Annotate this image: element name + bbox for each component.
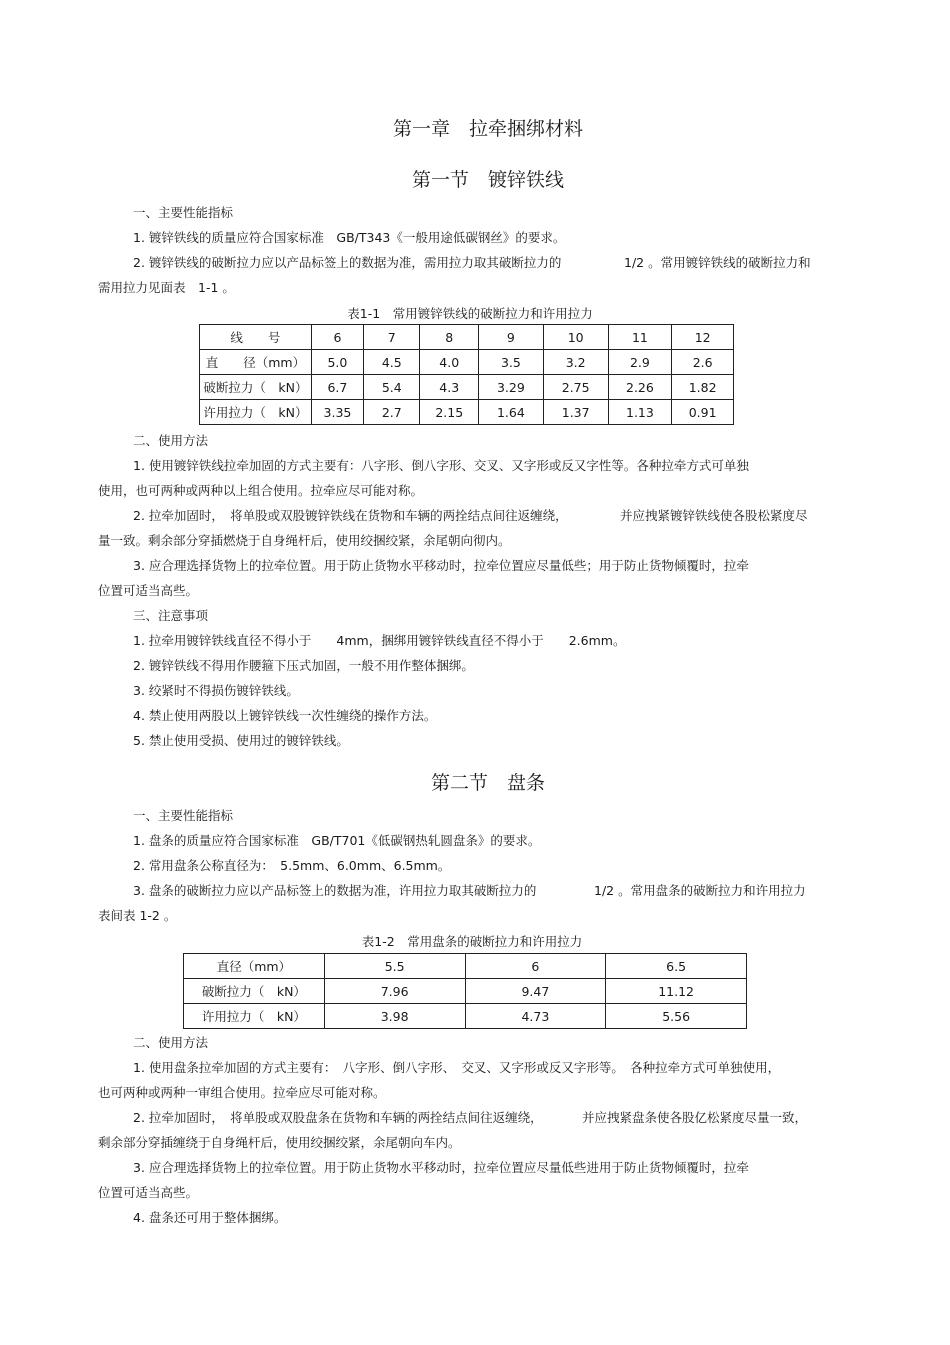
table-1-2-cell: 9.47	[465, 979, 606, 1004]
table-1-1-cell: 2.6	[672, 350, 734, 375]
table-1-2-cell: 3.98	[324, 1004, 465, 1029]
s2-use-3a: 3. 应合理选择货物上的拉牵位置。用于防止货物水平移动时，拉牵位置应尽量低些进用于防止货物倾覆时，拉牵	[133, 1160, 749, 1175]
s1-heading-notes: 三、注意事项	[133, 608, 209, 623]
table-1-1-cell: 8	[420, 325, 479, 350]
s1-use-2b: 并应拽紧镀锌铁线使各股松紧度尽	[620, 508, 808, 523]
table-1-1-cell: 0.91	[672, 400, 734, 425]
s2-use-3b: 位置可适当高些。	[98, 1185, 199, 1200]
s1-note-4: 4. 禁止使用两股以上镀锌铁线一次性缠绕的操作方法。	[133, 708, 437, 723]
s1-heading-performance: 一、主要性能指标	[133, 205, 234, 220]
s1-use-2c: 量一致。剩余部分穿插燃烧于自身绳杆后，使用绞捆绞紧，余尾朝向彻内。	[98, 533, 511, 548]
s1-use-1b: 使用，也可两种或两种以上组合使用。拉牵应尽可能对称。	[98, 483, 424, 498]
table-1-1-cell: 1.37	[543, 400, 608, 425]
table-1-1-cell: 12	[672, 325, 734, 350]
s2-paragraph-1: 1. 盘条的质量应符合国家标准 GB/T701《低碳钢热轧圆盘条》的要求。	[133, 833, 541, 848]
table-1-2-row	[184, 954, 747, 979]
table-1-2-row-header: 许用拉力（ kN）	[184, 1004, 325, 1029]
s1-use-3a: 3. 应合理选择货物上的拉牵位置。用于防止货物水平移动时，拉牵位置应尽量低些；用于防止货物倾覆时，拉牵	[133, 558, 749, 573]
s1-heading-use: 二、使用方法	[133, 433, 209, 448]
table-1-2-row	[184, 979, 747, 1004]
s2-use-4: 4. 盘条还可用于整体捆绑。	[133, 1210, 287, 1225]
table-1-1-row	[200, 350, 734, 375]
table-1-1-cell: 6.7	[311, 375, 363, 400]
s2-use-1b: 也可两种或两种一审组合使用。拉牵应尽可能对称。	[98, 1085, 386, 1100]
table-1-1-cell: 3.35	[311, 400, 363, 425]
table-1-1-cell: 10	[543, 325, 608, 350]
table-1-1-row-header: 直 径（mm）	[200, 350, 312, 375]
table-1-2-row-header: 直径（mm）	[184, 954, 325, 979]
table-1-2-row-header: 破断拉力（ kN）	[184, 979, 325, 1004]
s1-use-1a: 1. 使用镀锌铁线拉牵加固的方式主要有：八字形、倒八字形、交叉、又字形或反又字性等。各种拉牵方式可单独	[133, 458, 749, 473]
table-1-1-cell: 7	[364, 325, 420, 350]
table-1-1-row-header: 破断拉力（ kN）	[200, 375, 312, 400]
s2-use-2b: 并应拽紧盘条使各股亿松紧度尽量一致，	[582, 1110, 808, 1125]
s2-paragraph-3c: 表间表 1-2 。	[98, 908, 177, 923]
table-1-1-cell: 2.75	[543, 375, 608, 400]
chapter-title: 第一章 拉牵捆绑材料	[392, 118, 583, 140]
table-1-1-cell: 5.0	[311, 350, 363, 375]
table-1-1-cell: 3.5	[479, 350, 544, 375]
table-1-2-cell: 4.73	[465, 1004, 606, 1029]
table-1-2-row	[184, 1004, 747, 1029]
table-1-2	[183, 953, 747, 1029]
s2-paragraph-2: 2. 常用盘条公称直径为： 5.5mm、6.0mm、6.5mm。	[133, 858, 451, 873]
s2-table-caption: 表1-2 常用盘条的破断拉力和许用拉力	[361, 934, 583, 949]
table-1-1-cell: 4.3	[420, 375, 479, 400]
s2-heading-use: 二、使用方法	[133, 1035, 209, 1050]
s1-paragraph-2c: 需用拉力见面表 1-1 。	[98, 280, 235, 295]
table-1-1-cell: 1.13	[608, 400, 672, 425]
table-1-1-row	[200, 375, 734, 400]
table-1-2-cell: 6	[465, 954, 606, 979]
table-1-1-cell: 1.64	[479, 400, 544, 425]
table-1-1-cell: 6	[311, 325, 363, 350]
table-1-1-cell: 1.82	[672, 375, 734, 400]
s1-paragraph-2a: 2. 镀锌铁线的破断拉力应以产品标签上的数据为准，需用拉力取其破断拉力的	[133, 255, 562, 270]
table-1-1-cell: 3.29	[479, 375, 544, 400]
table-1-1-cell: 11	[608, 325, 672, 350]
table-1-2-cell: 7.96	[324, 979, 465, 1004]
table-1-1-cell: 2.26	[608, 375, 672, 400]
s1-use-2a: 2. 拉牵加固时， 将单股或双股镀锌铁线在货物和车辆的两拴结点间往返缠绕，	[133, 508, 568, 523]
table-1-2-cell: 11.12	[606, 979, 747, 1004]
table-1-2-cell: 6.5	[606, 954, 747, 979]
table-1-1-row	[200, 325, 734, 350]
s2-paragraph-3a: 3. 盘条的破断拉力应以产品标签上的数据为准，许用拉力取其破断拉力的	[133, 883, 537, 898]
table-1-1-cell: 4.0	[420, 350, 479, 375]
s1-note-1: 1. 拉牵用镀锌铁线直径不得小于 4mm，捆绑用镀锌铁线直径不得小于 2.6mm。	[133, 633, 626, 648]
table-1-1	[199, 324, 734, 425]
s2-use-2c: 剩余部分穿插缠绕于自身绳杆后，使用绞捆绞紧，余尾朝向车内。	[98, 1135, 461, 1150]
table-1-1-row	[200, 400, 734, 425]
s2-paragraph-3b: 1/2 。常用盘条的破断拉力和许用拉力	[594, 883, 806, 898]
table-1-1-row-header: 线 号	[200, 325, 312, 350]
table-1-1-cell: 9	[479, 325, 544, 350]
section2-title: 第二节 盘条	[430, 772, 545, 794]
s1-paragraph-2b: 1/2 。常用镀锌铁线的破断拉力和	[624, 255, 811, 270]
table-1-2-cell: 5.56	[606, 1004, 747, 1029]
s1-paragraph-1: 1. 镀锌铁线的质量应符合国家标准 GB/T343《一般用途低碳钢丝》的要求。	[133, 230, 566, 245]
table-1-1-cell: 4.5	[364, 350, 420, 375]
table-1-1-cell: 2.7	[364, 400, 420, 425]
s1-table-caption: 表1-1 常用镀锌铁线的破断拉力和许用拉力	[347, 306, 593, 321]
table-1-1-cell: 3.2	[543, 350, 608, 375]
s1-note-2: 2. 镀锌铁线不得用作腰箍下压式加固，一般不用作整体捆绑。	[133, 658, 474, 673]
table-1-1-cell: 2.15	[420, 400, 479, 425]
s1-note-3: 3. 绞紧时不得损伤镀锌铁线。	[133, 683, 299, 698]
s1-note-5: 5. 禁止使用受损、使用过的镀锌铁线。	[133, 733, 349, 748]
table-1-1-cell: 5.4	[364, 375, 420, 400]
s1-use-3b: 位置可适当高些。	[98, 583, 199, 598]
s2-use-2a: 2. 拉牵加固时， 将单股或双股盘条在货物和车辆的两拴结点间往返缠绕，	[133, 1110, 543, 1125]
s2-heading-performance: 一、主要性能指标	[133, 808, 234, 823]
table-1-2-cell: 5.5	[324, 954, 465, 979]
table-1-1-row-header: 许用拉力（ kN）	[200, 400, 312, 425]
s2-use-1a: 1. 使用盘条拉牵加固的方式主要有： 八字形、倒八字形、 交叉、又字形或反又字形等。 各种拉牵方式可单独使用，	[133, 1060, 781, 1075]
table-1-1-cell: 2.9	[608, 350, 672, 375]
section1-title: 第一节 镀锌铁线	[411, 169, 564, 191]
